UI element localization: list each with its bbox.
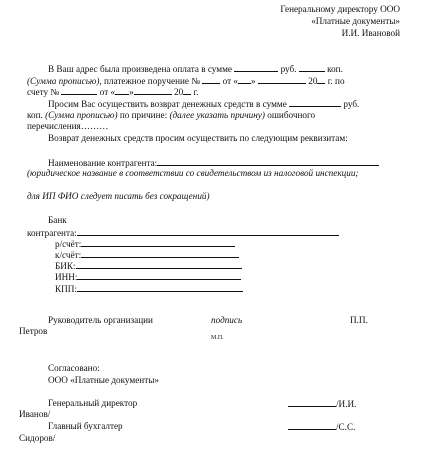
counterparty-hint: (юридическое название в соответствии со свидетельством из налоговой инспекции; bbox=[27, 168, 359, 178]
requisites-intro: Возврат денежных средств просим осуществить по следующим реквизитам: bbox=[48, 133, 348, 143]
reason-hint: (далее указать причину) bbox=[169, 110, 265, 120]
gb-label: Главный бухгалтер bbox=[48, 421, 123, 431]
year-suffix: г. bbox=[327, 76, 333, 86]
quote-close: » bbox=[251, 76, 256, 86]
refund-amount-blank[interactable] bbox=[289, 98, 341, 107]
gb-initials: /С.С. bbox=[336, 422, 356, 432]
year-blank[interactable] bbox=[317, 75, 325, 84]
month-blank-2[interactable] bbox=[134, 86, 172, 95]
refund-intro: Просим Вас осуществить возврат денежных средств в сумме bbox=[48, 99, 287, 109]
gd-sign-line bbox=[288, 398, 356, 411]
approval-company: ООО «Платные документы» bbox=[48, 375, 159, 385]
gd-signature-blank[interactable] bbox=[288, 398, 336, 407]
gd-surname: Иванов/ bbox=[19, 409, 51, 419]
amount-words-hint: (Сумма прописью) bbox=[27, 76, 100, 86]
reason-label: по причине: bbox=[119, 110, 168, 120]
addressee-line-3: И.И. Ивановой bbox=[341, 28, 400, 38]
addressee-line-2: «Платные документы» bbox=[311, 16, 400, 26]
year-suffix-2: г. bbox=[193, 87, 199, 97]
kpp-blank[interactable] bbox=[77, 283, 243, 292]
kop-label: коп. bbox=[327, 64, 343, 74]
head-label: Руководитель организации bbox=[48, 315, 153, 325]
account-label: счету № bbox=[27, 87, 60, 97]
bank-label: Банк bbox=[48, 215, 67, 225]
gb-sign-line bbox=[288, 421, 355, 434]
account-number-blank[interactable] bbox=[61, 86, 97, 95]
quote-close-2: » bbox=[129, 87, 134, 97]
month-blank[interactable] bbox=[258, 75, 306, 84]
bank-blank[interactable] bbox=[77, 227, 339, 236]
erroneous-word: ошибочного bbox=[267, 110, 316, 120]
refund-line-3: перечисления……… bbox=[27, 121, 109, 131]
from-label-2: от « bbox=[99, 87, 116, 97]
bik-blank[interactable] bbox=[76, 260, 242, 269]
order-number-blank[interactable] bbox=[202, 75, 220, 84]
signature-hint: подпись bbox=[211, 315, 243, 325]
year-blank-2[interactable] bbox=[183, 86, 191, 95]
year-prefix-2: 20 bbox=[174, 87, 184, 97]
from-label: от « bbox=[222, 76, 239, 86]
year-prefix: 20 bbox=[308, 76, 318, 86]
rs-blank[interactable] bbox=[81, 238, 235, 247]
addressee-line-1: Генеральному директору ООО bbox=[280, 4, 400, 14]
rub-label: руб. bbox=[280, 64, 297, 74]
payment-intro: В Ваш адрес была произведена оплата в сумме bbox=[48, 64, 232, 74]
bik-label: БИК: bbox=[55, 261, 76, 271]
counterparty-label: Наименование контрагента: bbox=[48, 158, 158, 168]
refund-line-1 bbox=[48, 98, 359, 111]
gb-surname: Сидоров/ bbox=[19, 433, 56, 443]
day-blank-2[interactable] bbox=[115, 86, 129, 95]
inn-line bbox=[55, 271, 241, 284]
ip-hint: для ИП ФИО следует писать без сокращений) bbox=[27, 191, 210, 201]
kpp-line bbox=[55, 283, 243, 296]
gd-label: Генеральный директор bbox=[48, 398, 138, 408]
inn-label: ИНН: bbox=[55, 272, 78, 282]
kpp-label: КПП: bbox=[55, 284, 77, 294]
ks-label: к/счёт: bbox=[55, 250, 82, 260]
ks-blank[interactable] bbox=[81, 249, 239, 258]
amount-blank[interactable] bbox=[234, 63, 278, 72]
payment-line-1 bbox=[48, 63, 343, 76]
day-blank[interactable] bbox=[238, 75, 251, 84]
rs-label: р/счёт: bbox=[55, 239, 82, 249]
refund-kop-label: коп. bbox=[27, 110, 43, 120]
refund-line-2 bbox=[27, 110, 315, 122]
gd-initials: /И.И. bbox=[336, 399, 357, 409]
gb-signature-blank[interactable] bbox=[288, 421, 336, 430]
stamp-mark: М.П. bbox=[211, 335, 224, 341]
refund-amount-words-hint: (Сумма прописью) bbox=[45, 110, 118, 120]
bank-counterparty-label: контрагента: bbox=[27, 228, 77, 238]
inn-blank[interactable] bbox=[77, 271, 241, 280]
head-initials: П.П. bbox=[350, 315, 368, 325]
payment-order-label: , платежное поручение № bbox=[99, 76, 201, 86]
counterparty-blank[interactable] bbox=[157, 157, 379, 166]
agreed-label: Согласовано: bbox=[48, 363, 100, 373]
head-surname: Петров bbox=[19, 326, 48, 336]
payment-line-3 bbox=[27, 86, 199, 99]
po-label: по bbox=[335, 76, 345, 86]
refund-rub-label: руб. bbox=[343, 99, 360, 109]
kop-blank[interactable] bbox=[299, 63, 325, 72]
